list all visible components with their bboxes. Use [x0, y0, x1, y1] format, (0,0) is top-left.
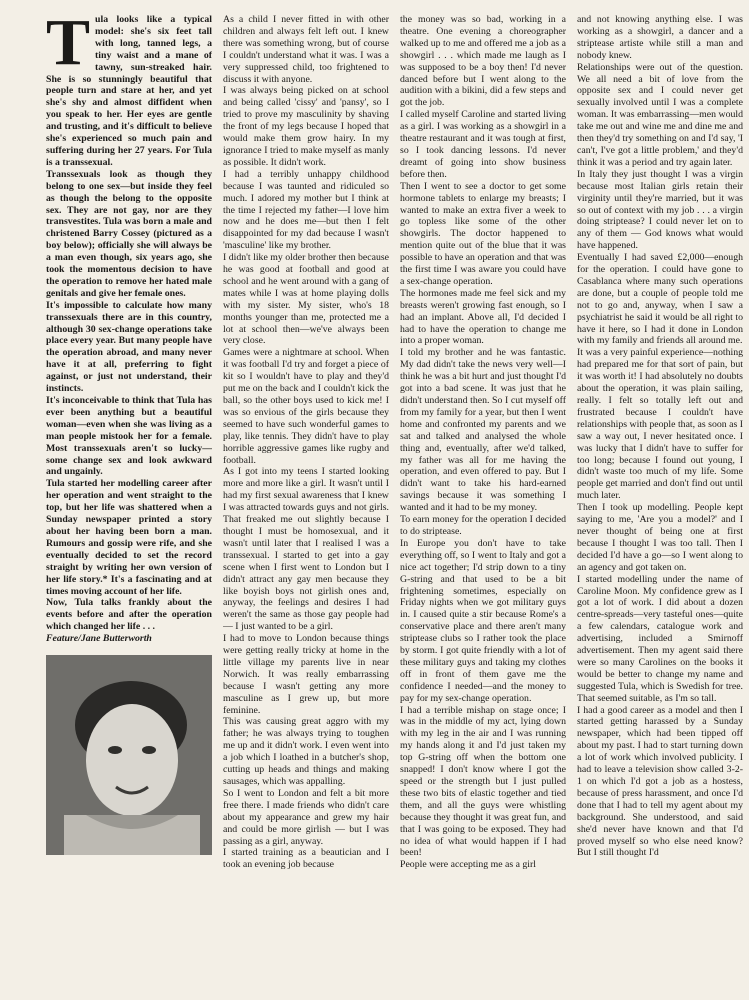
body-paragraph: I was always being picked on at school and being called 'cissy' and 'pansy', so I tried to prove my masculinity by shaving the front of my legs because I hoped that would make them grow hairy. In my ignorance I tried to make myself as manly as possible. It didn't work.: [223, 85, 389, 168]
body-paragraph: I had a terribly unhappy childhood because I was taunted and ridiculed so much. I adored my mother but I think at the time I rejected my father—I love him now and he does me—but then I felt disappointed for my dad because I wasn't 'masculine' like my brother.: [223, 168, 389, 252]
body-paragraph: Games were a nightmare at school. When it was football I'd try and forget a piece of kit so I wouldn't have to play and they'd put me on the back and I couldn't kick the ball, so the other boys used to kick me! I was so envious of the girls because they seemed to have such wonderful games to play, like tennis. They didn't have to play horrible aggressive games like rugby and football.: [223, 347, 389, 466]
body-paragraph: I didn't like my older brother then because he was good at football and good at school and he went around with a gang of mates while I was at home playing dolls with my sister. My sister, who's 18 months younger than me, protected me a lot at school then—we've always been very close.: [223, 252, 389, 347]
body-paragraph: Relationships were out of the question. We all need a bit of love from the opposite sex and I could never get sexually involved until I was a complete woman. It was embarrassing—men would take me out and wine me and dine me and then they'd try something on and I'd say, 'I can't, I've got a little problem,' and they'd think it was a period and try again later.: [577, 61, 743, 168]
body-paragraph: People were accepting me as a girl: [400, 859, 537, 871]
body-paragraph: Then I went to see a doctor to get some hormone tablets to enlarge my breasts; I wanted to make an extra fiver a week to go topless like some of the other showgirls. The doctor happened to mention quite out of the blue that it was possible to have an operation and that was the first time I was aware you could have a sex-change operation.: [400, 180, 566, 287]
body-paragraph: This was causing great aggro with my father; he was always trying to toughen me up and it didn't work. I even went into a job which I loathed in a butcher's shop, cutting up heads and things and making sausages, which was appalling.: [223, 716, 389, 787]
intro-paragraph-6: Now, Tula talks frankly about the events before and after the operation which changed her life . . .: [46, 597, 212, 633]
body-paragraph: The hormones made me feel sick and my breasts weren't growing fast enough, so I had an implant. Above all, I'd decided I had to have the operation to change me into a proper woman.: [400, 287, 566, 347]
body-paragraph: I had a terrible mishap on stage once; I was in the middle of my act, lying down with my leg in the air and I was running my hands along it and I'd just taken my top G-string off when the bottom one snapped! I don't know where I got the speed or the strength but I just pulled these two bits of elastic together and tied them, and all the guys were whistling because they thought it was great fun, and that I was going to be exposed. They had no idea of what would happen if I had been!: [400, 704, 566, 859]
intro-paragraph-1: Tula looks like a typical model: she's six feet tall with long, tanned legs, a tiny waist and a mane of tawny, sun-streaked hair. She is so stunningly beautiful that people turn and stare at her, and yet she's shy and almost diffident when you speak to her. Her eyes are gentle and trusting, and it's difficult to believe she's experienced so much pain and suffering during her 27 years. For Tula is a transsexual.: [46, 14, 212, 168]
body-paragraph: Then I took up modelling. People kept saying to me, 'Are you a model?' and I never thought of being one at first because I thought I was too tall. Then I decided I'd have a go—so I went along to an agency and got taken on.: [577, 502, 743, 573]
article-column-4: [577, 14, 743, 988]
intro-paragraph-4: It's inconceivable to think that Tula has ever been anything but a beautiful woman—even when she was living as a man people mistook her for a female. Most transsexuals aren't so lucky—some change sex and look awkward and ungainly.: [46, 395, 212, 478]
body-paragraph: the money was so bad, working in a theatre. One evening a choreographer walked up to me and offered me a job as a showgirl . . . which made me laugh as I was supposed to be a boy then! I'd never danced before but I went along to the audition with a bikini, did a few steps and got the job.: [400, 14, 566, 109]
body-paragraph: It was a very painful experience—nothing had prepared me for that sort of pain, but it was worth it! I had absolutely no doubts about the operation, it was plain sailing, really. I felt so totally left out and frustrated because I couldn't have relationships with people that, as soon as I saw a way out, I never hesitated once. I was lucky that I didn't have to suffer for too long; because I found out young, I didn't waste too much of my life. Some people get married and don't find out until much later.: [577, 347, 743, 502]
boyhood-photo: [46, 655, 212, 855]
intro-paragraph-2: Transsexuals look as though they belong to one sex—but inside they feel as though the belong to the opposite sex. They are not gay, nor are they transvestites. Tula was born a male and christened Barry Cossey (pictured as a boy below); officially she will always be a man even though, six years ago, she took the momentous decision to have the operation to remove her hated male genitals and give her female ones.: [46, 168, 212, 299]
body-paragraph: As a child I never fitted in with other children and always felt left out. I knew there was something wrong, but of course I couldn't understand what it was. I was a very suppressed child, too frightened to discuss it with anyone.: [223, 14, 389, 85]
intro-column: [46, 14, 212, 988]
portrait-illustration: [46, 655, 212, 855]
article-column-3: [400, 14, 566, 988]
intro-paragraph-3: It's impossible to calculate how many transsexuals there are in this country, although 30 sex-change operations take place every year. But many people have the operation abroad, and many never have it at all, preferring to fight against, or just not understand, their instincts.: [46, 299, 212, 395]
article-column-2: [223, 14, 389, 988]
feature-credit: Feature/Jane Butterworth: [46, 633, 152, 645]
body-paragraph: I called myself Caroline and started living as a girl. I was working as a showgirl in a theatre restaurant and it was tough at first, so I took dancing lessons. I'd never dreamt of going into show business before then.: [400, 109, 566, 180]
body-paragraph: As I got into my teens I started looking more and more like a girl. It wasn't until I had my first sexual awareness that I knew I was attracted towards guys and not girls. That freaked me out slightly because I thought I must be homosexual, and it wasn't until later that I realised I was a transsexual. I started to get into a gay scene when I first went to London but I didn't attract any gay men because they like boyish boys not girlish ones and, anyway, the feelings and desires I had weren't the same as those gay people had — I just wanted to be a girl.: [223, 466, 389, 633]
body-paragraph: I told my brother and he was fantastic. My dad didn't take the news very well—I think he was a bit hurt and just thought I'd got into a bad scene. It was just that he didn't understand then. So I cut myself off from my family for a year, but then I went home and confronted my parents and we sat and talked and analysed the whole thing and, eventually, after we'd talked, my father was all for me having the operation, and even offered to pay. But I didn't want to take his hard-earned savings because it was something I wanted and it had to be my money.: [400, 347, 566, 514]
body-paragraph: I had to move to London because things were getting really tricky at home in the little village my parents live in near Norwich. It was really embarrassing because I wasn't getting any more masculine as I grew up, but more feminine.: [223, 633, 389, 716]
body-paragraph: So I went to London and felt a bit more free there. I made friends who didn't care about my appearance and grew my hair and could be more girlish — but I was passing as a girl, anyway.: [223, 787, 389, 847]
body-paragraph: In Europe you don't have to take everything off, so I went to Italy and got a nice act together; I'd strip down to a tiny G-string and that used to be a bit frightening sometimes, especially on Friday nights when we got military guys in. I caused quite a stir because Rome's a conservative place and there aren't many striptease clubs so I rather took the place by storm. I got quite friendly with a lot of these military guys and taking my clothes off in front of them gave me the confidence I needed—and the money to pay for my sex-change operation.: [400, 537, 566, 704]
body-paragraph: and not knowing anything else. I was working as a showgirl, a dancer and a striptease artiste while still a man and nobody knew.: [577, 14, 743, 61]
body-paragraph: To earn money for the operation I decided to do striptease.: [400, 514, 566, 537]
body-paragraph: In Italy they just thought I was a virgin because most Italian girls retain their virginity until they're married, but it was so out of context with my job . . . a virgin doing striptease? I could never let on to any of them — God knows what would have happened.: [577, 168, 743, 252]
body-paragraph: Eventually I had saved £2,000—enough for the operation. I could have gone to Casablanca where many such operations are done, but a couple of people told me not to go and, anyway, when I saw a psychiatrist he said it would be all right to have it here, so I had it done in London with my family and friends all around me.: [577, 252, 743, 347]
intro-paragraph-5: Tula started her modelling career after her operation and went straight to the top, but her life was shattered when a Sunday newspaper printed a story about her having been born a man. Rumours and gossip were rife, and she eventually decided to set the record straight by writing her own version of her life story.* It's a fascinating and at times moving account of her life.: [46, 478, 212, 597]
body-paragraph: I started training as a beautician and I took an evening job because: [223, 847, 389, 871]
body-paragraph: I had a good career as a model and then I started getting harassed by a Sunday newspaper, which had been tipped off about my past. I had to start turning down a lot of work which involved publicity. I had to leave a television show called 3-2-1 on which I'd got a job as a hostess, because of press harassment, and once I'd done that I had to tell my agent about my background. She understood, and said she'd never have known and that I'd proved myself so who else need know? But I still thought I'd: [577, 704, 743, 859]
body-paragraph: I started modelling under the name of Caroline Moon. My confidence grew as I got a lot of work. I did about a dozen centre-spreads—very tasteful ones—quite a few calendars, catalogue work and advertising, included a Smirnoff advertisement. Then my agent said there were so many Carolines on the books it would be better to change my name and suggested Tula, which is Swedish for tree. That seemed suitable, as I'm so tall.: [577, 573, 743, 704]
drop-cap: T: [46, 14, 91, 79]
